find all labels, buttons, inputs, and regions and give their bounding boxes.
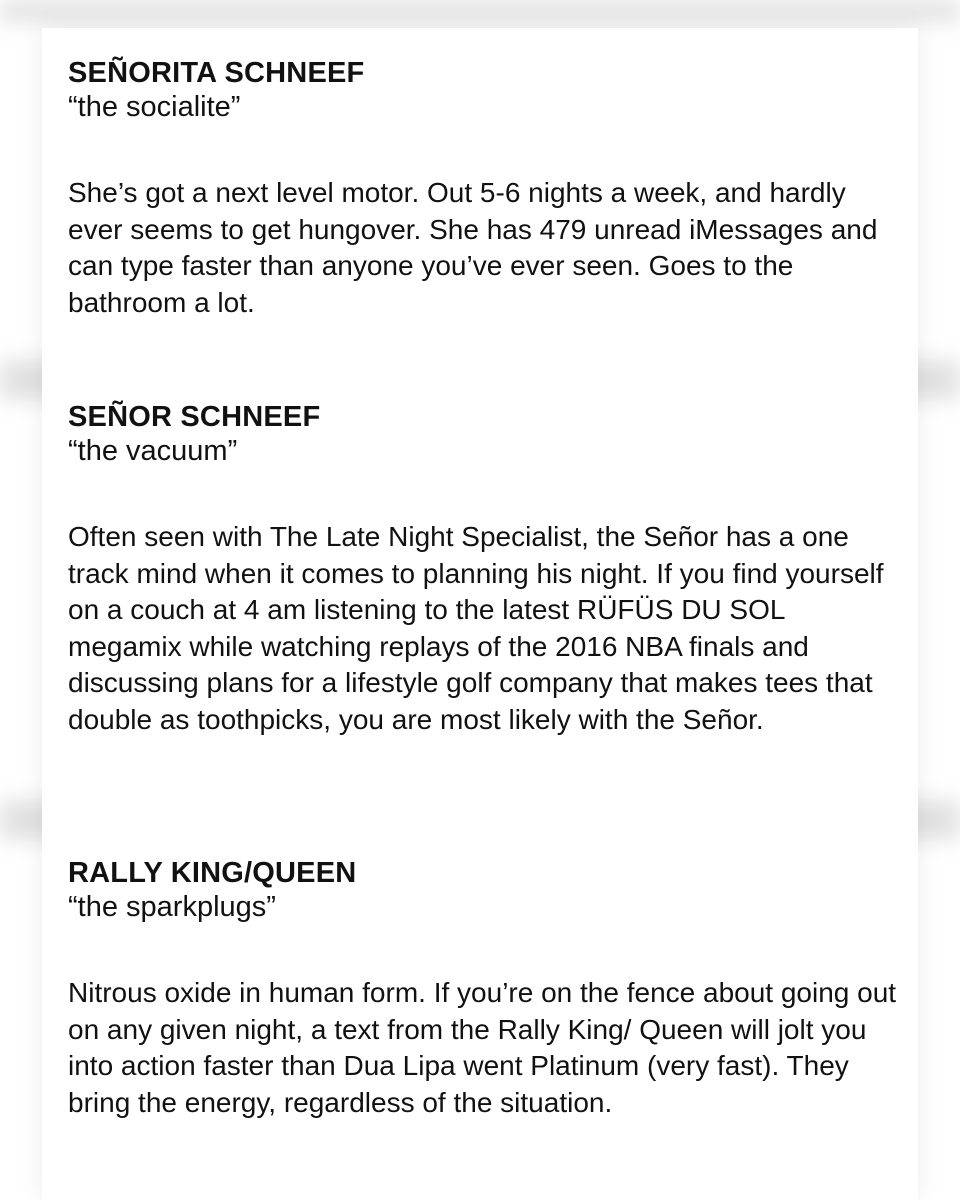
background-strip xyxy=(0,0,960,22)
section-rally-king-queen xyxy=(68,856,898,1121)
section-subtitle: “the sparkplugs” xyxy=(68,891,276,923)
document-card xyxy=(42,28,918,1200)
section-title: RALLY KING/QUEEN xyxy=(68,857,357,889)
section-senor-schneef xyxy=(68,400,898,738)
section-body: Often seen with The Late Night Specialist, the Señor has a one track mind when it comes to planning his night. If you find yourself on a couch at 4 am listening to the latest RÜFÜS DU SOL megamix while watching replays of the 2016 NBA finals and discussing plans for a lifestyle golf company that makes tees that double as toothpicks, you are most likely with the Señor. xyxy=(68,521,884,735)
section-body: Nitrous oxide in human form. If you’re on the fence about going out on any given night, a text from the Rally King/ Queen will jolt you into action faster than Dua Lipa went Platinum (very fast). They bring the energy, regardless of the situation. xyxy=(68,977,897,1118)
section-title: SEÑOR SCHNEEF xyxy=(68,401,321,433)
section-body: She’s got a next level motor. Out 5-6 nights a week, and hardly ever seems to get hungover. She has 479 unread iMessages and can type faster than anyone you’ve ever seen. Goes to the bathroom a lot. xyxy=(68,177,878,318)
section-title: SEÑORITA SCHNEEF xyxy=(68,57,365,89)
section-subtitle: “the vacuum” xyxy=(68,435,238,467)
section-senorita-schneef xyxy=(68,56,898,321)
section-subtitle: “the socialite” xyxy=(68,91,241,123)
